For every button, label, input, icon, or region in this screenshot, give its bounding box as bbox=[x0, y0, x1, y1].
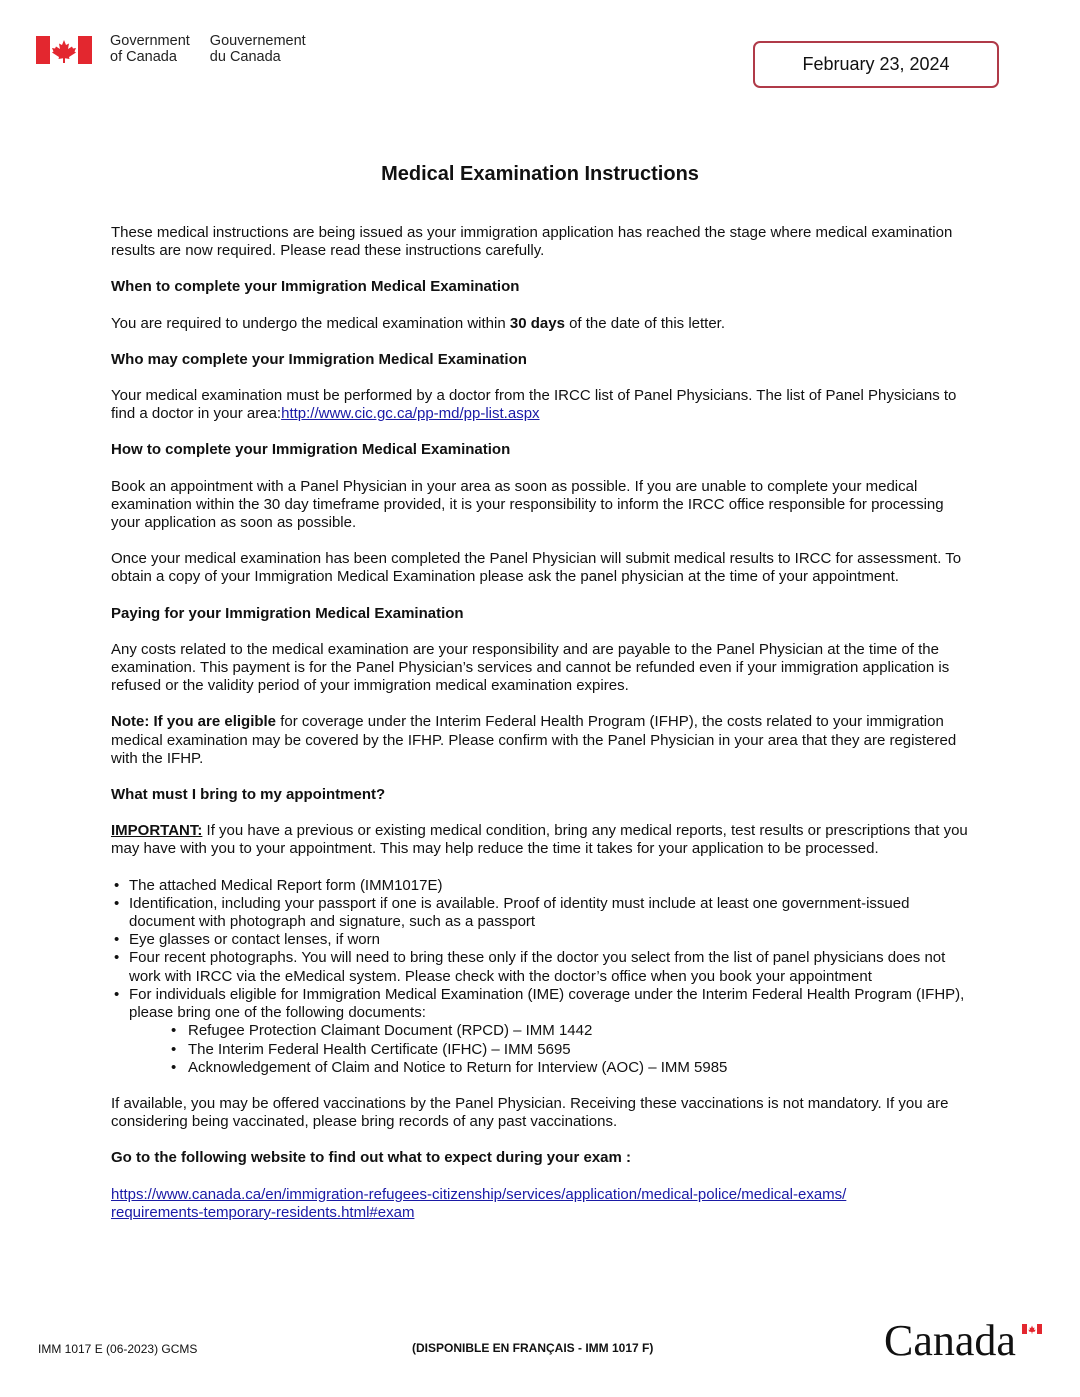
intro-paragraph: These medical instructions are being issued as your immigration application has reached the stage where medical examination results are now required. Please read these instructions carefully. bbox=[111, 224, 953, 260]
sub-list-item: • Refugee Protection Claimant Document (RPCD) – IMM 1442 bbox=[171, 1022, 971, 1040]
ifhp-item-text: For individuals eligible for Immigration Medical Examination (IME) coverage under the Interim Federal Health Program (IFHP), please bring one of the following documents: bbox=[129, 985, 965, 1022]
sub-list-item: • Acknowledgement of Claim and Notice to Return for Interview (AOC) – IMM 5985 bbox=[171, 1059, 971, 1077]
note-label: Note: If you are eligible bbox=[111, 713, 277, 731]
important-label: IMPORTANT: bbox=[111, 822, 203, 840]
list-item: • The attached Medical Report form (IMM1017E) bbox=[111, 877, 971, 895]
list-item: • Identification, including your passport if one is available. Proof of identity must include at least one government-issued document with photograph and signature, such as a passport bbox=[111, 895, 971, 931]
list-item: • Eye glasses or contact lenses, if worn bbox=[111, 931, 971, 949]
paying-paragraph: Any costs related to the medical examination are your responsibility and are payable to the Panel Physician at the time of the examination. This payment is for the Panel Physician’s services and cannot be refunded even if your immigration application is refused or the validity period of your immigration medical examination expires. bbox=[111, 640, 950, 695]
when-paragraph bbox=[111, 315, 971, 333]
note-text: for coverage under the Interim Federal Health Program (IFHP), the costs related to your immigration medical examination may be covered by the IFHP. Please confirm with the Panel Physician in your area that they are registered with the IFHP. bbox=[111, 713, 957, 767]
gov-en-line2: of Canada bbox=[110, 49, 177, 65]
when-deadline: 30 days bbox=[509, 314, 565, 332]
government-english bbox=[110, 33, 190, 65]
letter-date: February 23, 2024 bbox=[753, 41, 999, 88]
vaccination-paragraph: If available, you may be offered vaccinations by the Panel Physician. Receiving these vaccinations is not mandatory. If you are considering being vaccinated, please bring records of any past vaccinations. bbox=[111, 1094, 949, 1131]
who-paragraph bbox=[111, 387, 971, 423]
exam-info-link-continued[interactable]: requirements-temporary-residents.html#exam bbox=[111, 1203, 415, 1221]
canada-wordmark-text: Canada bbox=[884, 1316, 1016, 1365]
panel-physician-list-link[interactable]: http://www.cic.gc.ca/pp-md/pp-list.aspx bbox=[281, 405, 540, 423]
when-text-end: of the date of this letter. bbox=[564, 314, 726, 332]
website-heading: Go to the following website to find out what to expect during your exam : bbox=[111, 1149, 632, 1167]
exam-website-link-block bbox=[111, 1186, 971, 1222]
government-signature bbox=[36, 33, 306, 65]
ifhp-note bbox=[111, 713, 971, 768]
gov-fr-line1: Gouvernement bbox=[209, 33, 306, 49]
french-availability-note: (DISPONIBLE EN FRANÇAIS - IMM 1017 F) bbox=[412, 1341, 654, 1355]
who-heading: Who may complete your Immigration Medical Examination bbox=[111, 350, 527, 368]
list-item-ifhp bbox=[111, 986, 971, 1077]
sub-list-item: • The Interim Federal Health Certificate (IFHC) – IMM 5695 bbox=[171, 1041, 971, 1059]
canada-flag-icon bbox=[36, 36, 92, 64]
how-paragraph-1: Book an appointment with a Panel Physician in your area as soon as possible. If you are unable to complete your medical examination within the 30 day timeframe provided, it is your responsibility to inform the IRCC office responsible for processing your application as soon as possible. bbox=[111, 477, 944, 532]
canada-wordmark bbox=[884, 1318, 1044, 1364]
how-paragraph-2: Once your medical examination has been completed the Panel Physician will submit medical results to IRCC for assessment. To obtain a copy of your Immigration Medical Examination please ask the panel physician at the time of your appointment. bbox=[111, 550, 962, 586]
who-text: Your medical examination must be performed by a doctor from the IRCC list of Panel Physicians. The list of Panel Physicians to find a doctor in your area: bbox=[111, 387, 957, 423]
government-french bbox=[210, 33, 306, 65]
form-identifier: IMM 1017 E (06-2023) GCMS bbox=[38, 1342, 198, 1356]
important-text: If you have a previous or existing medical condition, bring any medical reports, test results or prescriptions that you may have with you to your appointment. This may help reduce the time it takes for your application to be processed. bbox=[111, 822, 968, 858]
exam-info-link[interactable]: https://www.canada.ca/en/immigration-refugees-citizenship/services/application/medical-police/medical-exams/ bbox=[111, 1185, 847, 1203]
when-heading: When to complete your Immigration Medical Examination bbox=[111, 278, 520, 296]
page-title: Medical Examination Instructions bbox=[381, 163, 699, 185]
paying-heading: Paying for your Immigration Medical Examination bbox=[111, 604, 464, 622]
bring-heading: What must I bring to my appointment? bbox=[111, 786, 386, 804]
how-heading: How to complete your Immigration Medical Examination bbox=[111, 441, 511, 459]
when-text: You are required to undergo the medical examination within bbox=[111, 314, 510, 332]
ifhp-documents-list bbox=[129, 1022, 971, 1077]
letter-body bbox=[111, 224, 971, 1222]
gov-en-line1: Government bbox=[110, 33, 190, 49]
list-item: • Four recent photographs. You will need to bring these only if the doctor you select from the list of panel physicians does not work with IRCC via the eMedical system. Please check with the doctor’s office when you book your appointment bbox=[111, 949, 971, 985]
wordmark-flag-icon bbox=[1022, 1324, 1042, 1334]
important-paragraph bbox=[111, 822, 971, 858]
bring-list bbox=[111, 877, 971, 1077]
gov-fr-line2: du Canada bbox=[209, 49, 281, 65]
